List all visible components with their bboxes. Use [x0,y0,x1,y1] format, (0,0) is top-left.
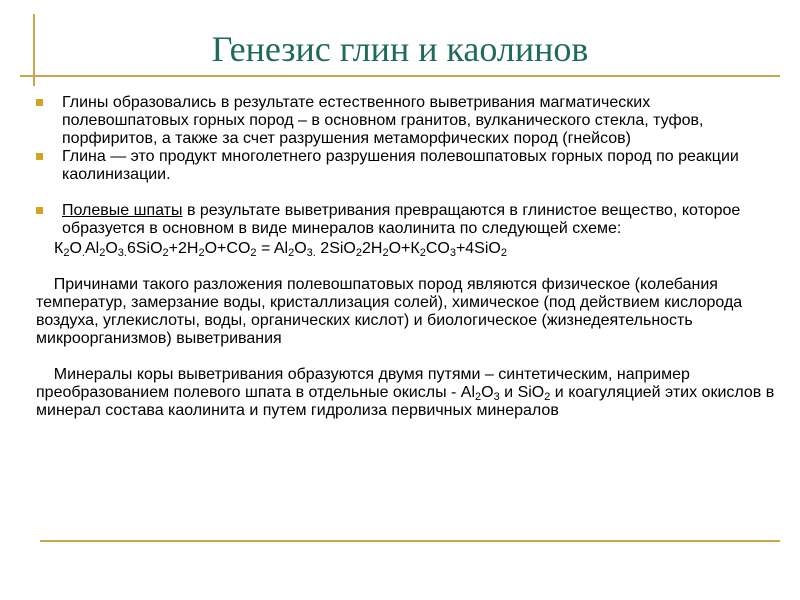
formula-sub: . [312,247,316,259]
feldspar-link[interactable]: Полевые шпаты [62,202,183,219]
square-bullet-icon [36,99,43,106]
causes-paragraph [36,276,776,348]
bullet-text-2: Глина — это продукт многолетнего разрушения полевошпатовых горных пород по реакции каолинизации. [62,148,739,183]
formula-sub: 2 [162,247,169,259]
formula-part: O [105,240,118,257]
bullet-item-1 [36,94,776,148]
minerals-paragraph [36,366,776,420]
formula-sub: 2 [382,247,389,259]
formula-sub: 3 [306,247,313,259]
formula-part: O+К [388,240,420,257]
formula-part: CO [425,240,450,257]
slide-title: Генезис глин и каолинов [211,29,589,69]
formula-part: O [294,240,307,257]
formula-part: = Al [256,240,289,257]
formula-sub: 2 [63,247,70,259]
square-bullet-icon [36,153,43,160]
bullet-item-2 [36,148,776,184]
spacer [36,348,776,366]
decor-bottom-line [40,540,780,542]
formula-sub: . [81,247,85,259]
formula-part: Al [84,240,100,257]
formula-sub: 3 [449,247,456,259]
formula-sub: 2 [198,247,205,259]
formula-sub: 2 [355,247,362,259]
formula-part: 6SiO [126,240,163,257]
minerals-text: O [481,384,494,401]
minerals-sub: 3 [493,391,500,403]
formula-sub: 2 [99,247,106,259]
formula-part: O [69,240,82,257]
formula-sub: 2 [288,247,295,259]
bullet-item-3 [36,202,776,238]
square-bullet-icon [36,207,43,214]
minerals-sub: 2 [544,391,551,403]
formula-part: 2H [362,240,383,257]
minerals-text: и SiO [499,384,545,401]
minerals-sub: 2 [475,391,482,403]
formula-part: 2SiO [315,240,356,257]
spacer [36,184,776,202]
formula-part: +2H [168,240,199,257]
formula-part: +4SiO [455,240,501,257]
minerals-text: Минералы коры выветривания образуются двумя путями – синтетическим, например преобразованием полевого шпата в отдельные окислы - Al [36,366,690,401]
formula-part: O+CO [204,240,251,257]
formula-part: К [54,240,64,257]
slide-content [36,94,776,420]
formula-sub: 2 [500,247,507,259]
formula-sub: 3 [117,247,124,259]
bullet-text-1: Глины образовались в результате естественного выветривания магматических полевошпатовых горных пород – в основном гранитов, вулканического стекла, туфов, порфиритов, а также за счет разрушения метаморфических пород (гнейсов) [62,94,704,147]
formula-sub: 2 [419,247,426,259]
causes-text: Причинами такого разложения полевошпатовых пород являются физическое (колебания температур, замерзание воды, кристаллизация солей), химическое (под действием кислорода воздуха, углекислоты, воды, органических кислот) и биологическое (жизнедеятельность микроорганизмов) выветривания [36,276,743,347]
decor-horizontal-line [20,75,780,77]
reaction-formula [36,240,776,258]
formula-sub: 2 [250,247,257,259]
spacer [36,258,776,276]
bullet-text-3: в результате выветривания превращаются в глинистое вещество, которое образуется в основном в виде минералов каолинита по следующей схеме: [62,202,741,237]
formula-sub: . [123,247,127,259]
minerals-text: и коагуляцией этих окислов в минерал состава каолинита и путем гидролиза первичных минералов [36,384,775,419]
